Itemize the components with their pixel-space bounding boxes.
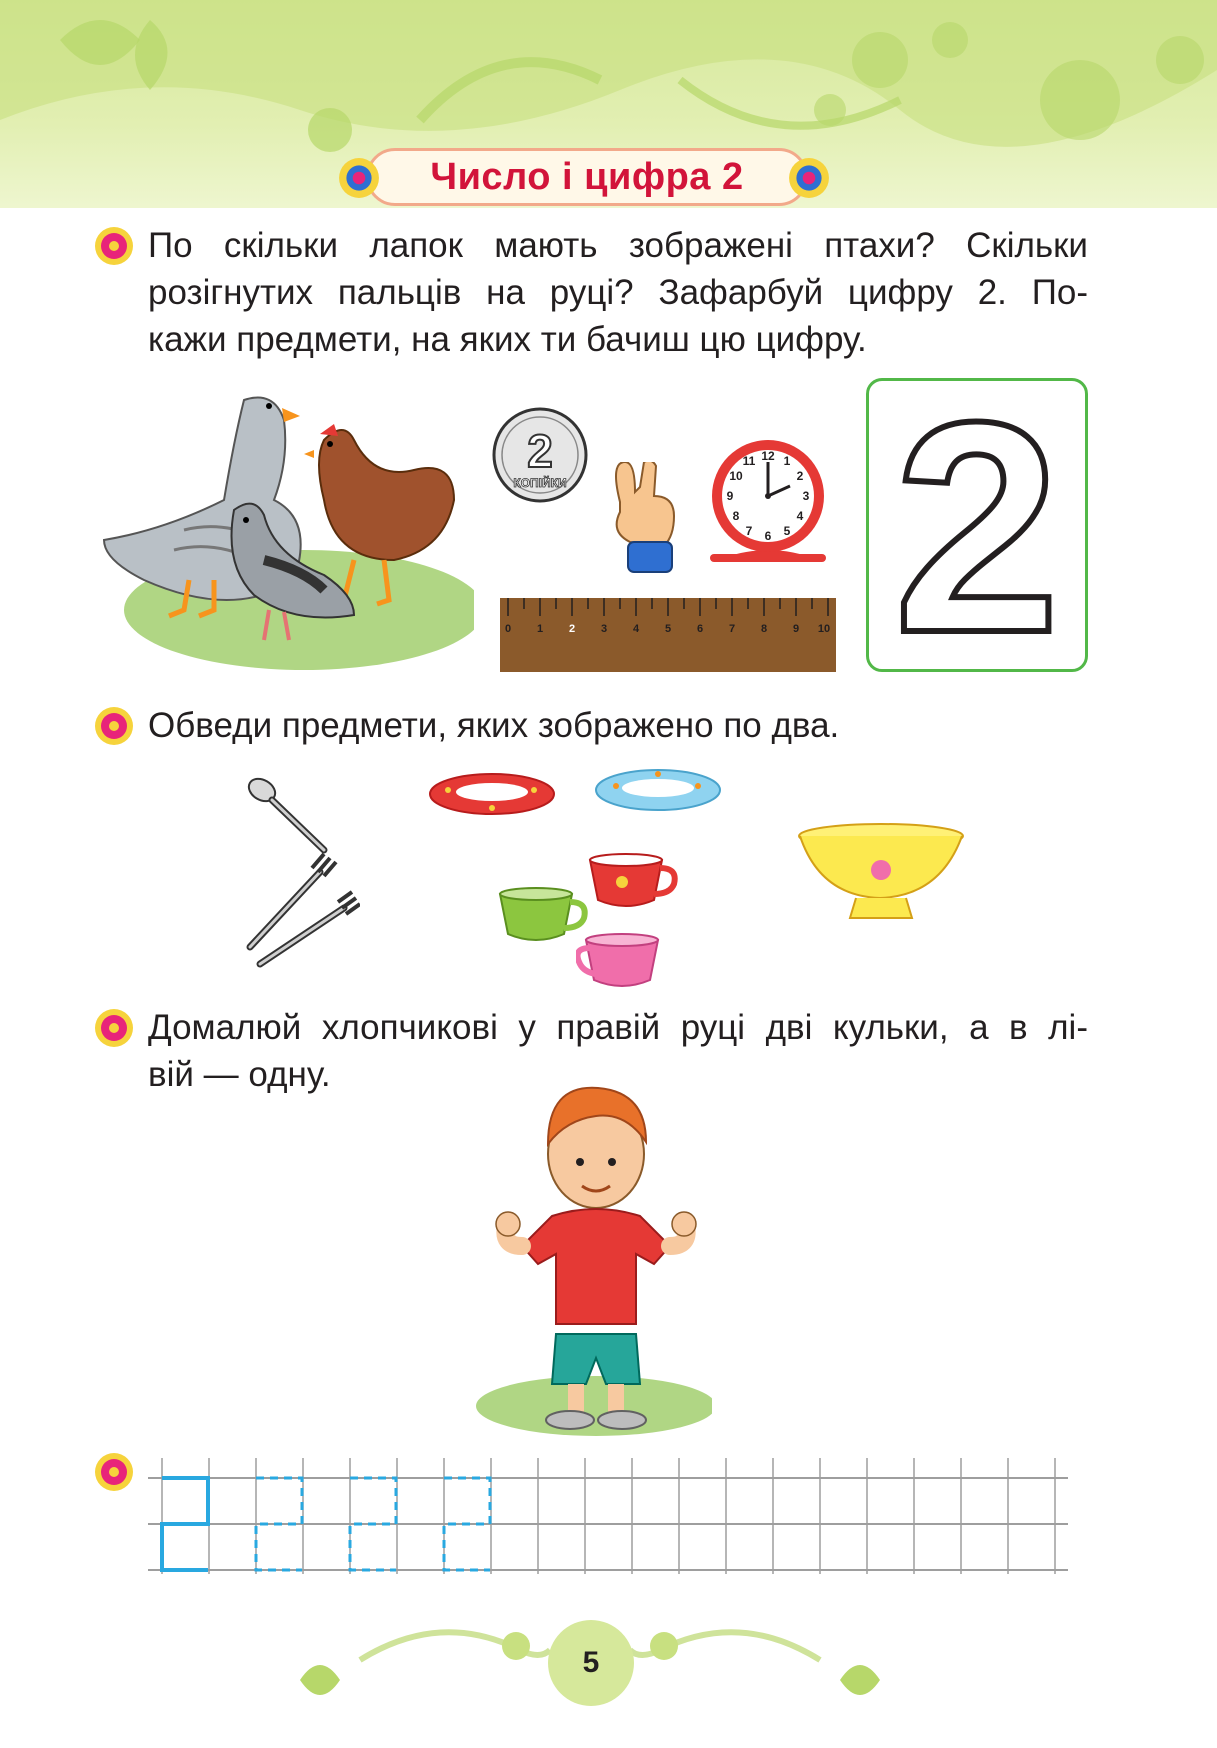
clock-number: 7 xyxy=(745,524,753,538)
task-3-text: Домалюй хлопчикові у правій руці дві кульки, а в лі- вій — одну. xyxy=(148,1008,1088,1094)
task-2-text: Обведи предмети, яких зображено по два. xyxy=(148,706,840,745)
traced-digit-solid xyxy=(162,1478,208,1570)
clock-number: 6 xyxy=(764,529,772,543)
clock-number: 9 xyxy=(726,489,734,503)
task-bullet-flower-icon xyxy=(94,706,134,746)
yellow-bowl-icon xyxy=(796,822,966,924)
ruler-icon xyxy=(500,598,836,672)
traced-digit-dashed xyxy=(256,1478,302,1570)
page-number: 5 xyxy=(548,1620,634,1706)
cutlery-illustration xyxy=(240,772,360,972)
page-title: Число і цифра 2 xyxy=(430,155,744,198)
ruler-number: 0 xyxy=(504,623,512,635)
traced-digit-dashed xyxy=(444,1478,490,1570)
clock-number: 1 xyxy=(783,454,791,468)
ruler-number: 2 xyxy=(568,623,576,635)
task-bullet-flower-icon xyxy=(94,1008,134,1048)
red-plate-icon xyxy=(428,770,556,820)
title-flower-right-icon xyxy=(788,157,830,199)
coloring-digit-frame xyxy=(866,378,1088,672)
coin-text: КОПІЙКИ xyxy=(513,476,567,490)
red-cup-icon xyxy=(586,852,682,916)
clock-number: 3 xyxy=(802,489,810,503)
ruler-number: 1 xyxy=(536,623,544,635)
fork-icon xyxy=(260,892,360,964)
fork-icon xyxy=(250,854,336,947)
title-pill xyxy=(366,148,808,206)
hand-two-fingers-icon xyxy=(600,462,690,582)
birds-illustration xyxy=(94,380,474,680)
ruler-number: 5 xyxy=(664,623,672,635)
clock-number: 11 xyxy=(742,454,756,468)
alarm-clock-icon xyxy=(706,438,830,568)
traced-digit-dashed xyxy=(350,1478,396,1570)
clock-number: 4 xyxy=(796,509,804,523)
ruler-number: 6 xyxy=(696,623,704,635)
coin-digit: 2 xyxy=(527,425,553,477)
coin-icon xyxy=(490,405,590,505)
pink-cup-icon xyxy=(576,932,672,996)
title-flower-left-icon xyxy=(338,157,380,199)
ruler-number: 4 xyxy=(632,623,640,635)
clock-number: 5 xyxy=(783,524,791,538)
blue-plate-icon xyxy=(594,766,722,816)
clock-number: 10 xyxy=(729,469,743,483)
clock-number: 12 xyxy=(761,449,775,463)
page-header xyxy=(0,0,1217,208)
ruler-number: 3 xyxy=(600,623,608,635)
ruler-number: 7 xyxy=(728,623,736,635)
task-bullet-flower-icon xyxy=(94,1452,134,1492)
digit-writing-grid[interactable] xyxy=(148,1458,1068,1574)
big-digit: 2 xyxy=(893,381,1061,669)
ruler-number: 8 xyxy=(760,623,768,635)
ruler-number: 9 xyxy=(792,623,800,635)
clock-number: 2 xyxy=(796,469,804,483)
boy-illustration xyxy=(456,1084,712,1444)
task-1-text: По скільки лапок мають зображені птахи? Скільки розігнутих пальців на руці? Зафарбуй цифру 2. По- кажи предмети, на яких ти бачиш цю цифру. xyxy=(148,226,1088,359)
ruler-number: 10 xyxy=(817,623,831,635)
coloring-digit-svg xyxy=(869,381,1085,669)
spoon-icon xyxy=(245,774,324,850)
clock-number: 8 xyxy=(732,509,740,523)
task-bullet-flower-icon xyxy=(94,226,134,266)
